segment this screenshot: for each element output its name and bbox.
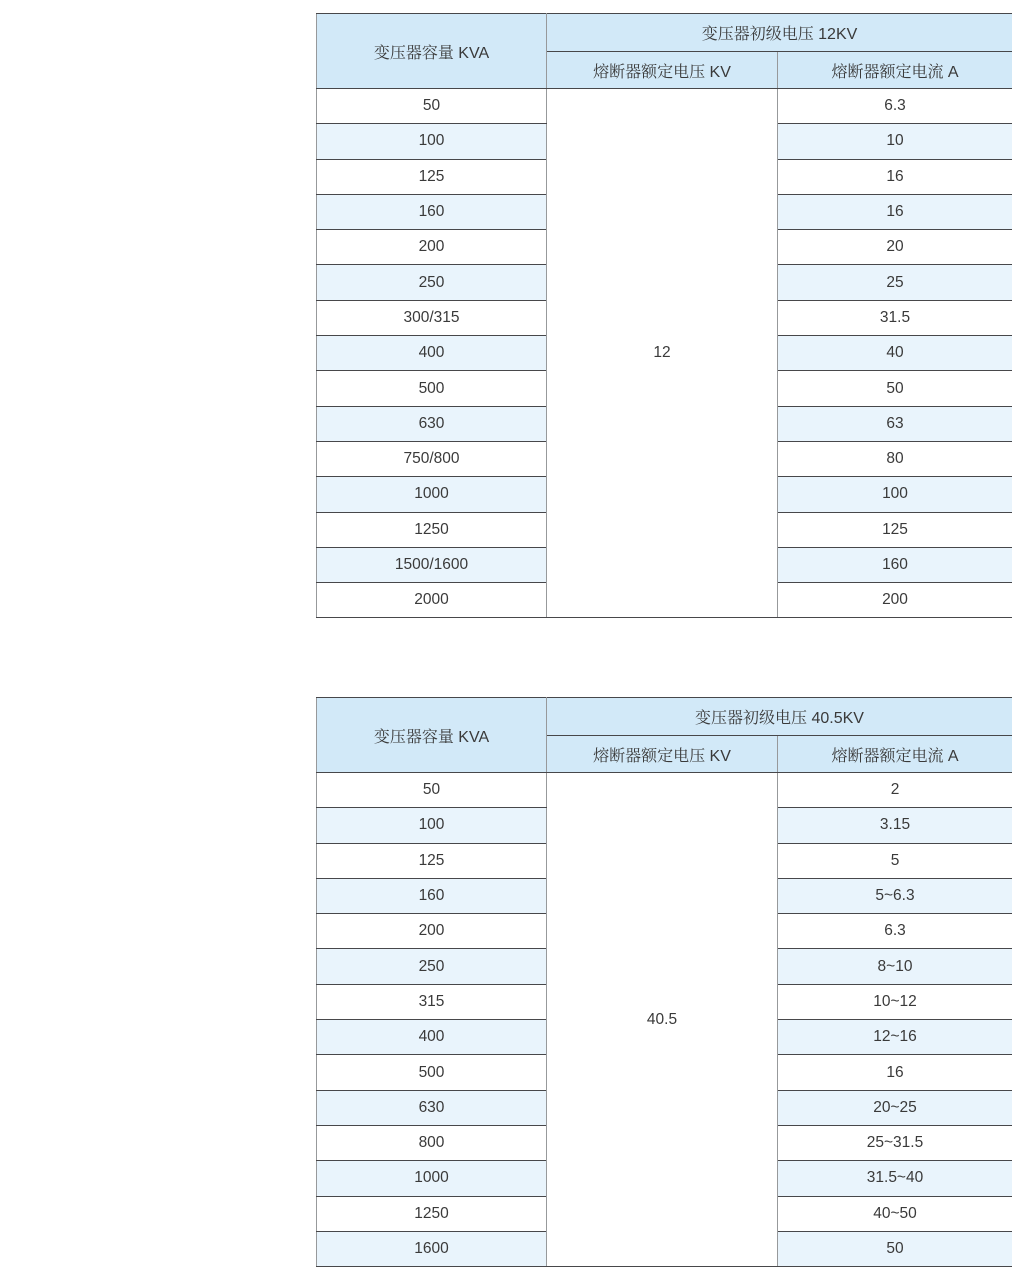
capacity-cell: 1250 xyxy=(317,512,547,547)
capacity-cell: 50 xyxy=(317,773,547,808)
current-cell: 5~6.3 xyxy=(778,878,1012,913)
capacity-cell: 750/800 xyxy=(317,441,547,476)
current-cell: 200 xyxy=(778,583,1012,618)
primary-voltage-group-header: 变压器初级电压 12KV xyxy=(547,14,1012,52)
capacity-cell: 100 xyxy=(317,124,547,159)
capacity-cell: 500 xyxy=(317,371,547,406)
capacity-cell: 1250 xyxy=(317,1196,547,1231)
capacity-cell: 250 xyxy=(317,265,547,300)
fuse-voltage-merged-cell: 40.5 xyxy=(547,773,778,1267)
capacity-cell: 300/315 xyxy=(317,300,547,335)
fuse-rated-current-header: 熔断器额定电流 A xyxy=(778,736,1012,773)
capacity-cell: 1600 xyxy=(317,1231,547,1266)
capacity-cell: 630 xyxy=(317,1090,547,1125)
table-row xyxy=(317,773,1012,808)
capacity-cell: 200 xyxy=(317,914,547,949)
current-cell: 2 xyxy=(778,773,1012,808)
fuse-voltage-merged-cell: 12 xyxy=(547,89,778,618)
table-row xyxy=(317,89,1012,124)
current-cell: 80 xyxy=(778,441,1012,476)
current-cell: 63 xyxy=(778,406,1012,441)
current-cell: 12~16 xyxy=(778,1020,1012,1055)
current-cell: 40~50 xyxy=(778,1196,1012,1231)
capacity-cell: 200 xyxy=(317,230,547,265)
capacity-column-header: 变压器容量 KVA xyxy=(317,14,547,89)
current-cell: 16 xyxy=(778,194,1012,229)
capacity-cell: 630 xyxy=(317,406,547,441)
current-cell: 3.15 xyxy=(778,808,1012,843)
capacity-cell: 125 xyxy=(317,843,547,878)
current-cell: 20~25 xyxy=(778,1090,1012,1125)
header-row-primary xyxy=(317,698,1012,736)
capacity-cell: 100 xyxy=(317,808,547,843)
capacity-cell: 1000 xyxy=(317,477,547,512)
capacity-cell: 400 xyxy=(317,336,547,371)
header-row-primary xyxy=(317,14,1012,52)
current-cell: 5 xyxy=(778,843,1012,878)
table-body xyxy=(317,773,1012,1267)
current-cell: 31.5~40 xyxy=(778,1161,1012,1196)
capacity-cell: 1000 xyxy=(317,1161,547,1196)
current-cell: 160 xyxy=(778,547,1012,582)
fuse-rated-current-header: 熔断器额定电流 A xyxy=(778,52,1012,89)
current-cell: 100 xyxy=(778,477,1012,512)
current-cell: 31.5 xyxy=(778,300,1012,335)
capacity-cell: 500 xyxy=(317,1055,547,1090)
fuse-rated-voltage-header: 熔断器额定电压 KV xyxy=(547,736,778,773)
fuse-table-12kv xyxy=(316,13,1012,618)
capacity-column-header: 变压器容量 KVA xyxy=(317,698,547,773)
current-cell: 16 xyxy=(778,159,1012,194)
current-cell: 16 xyxy=(778,1055,1012,1090)
fuse-rated-voltage-header: 熔断器额定电压 KV xyxy=(547,52,778,89)
capacity-cell: 160 xyxy=(317,878,547,913)
capacity-cell: 160 xyxy=(317,194,547,229)
current-cell: 6.3 xyxy=(778,914,1012,949)
fuse-selection-table xyxy=(316,697,1012,1267)
capacity-cell: 2000 xyxy=(317,583,547,618)
current-cell: 125 xyxy=(778,512,1012,547)
current-cell: 25~31.5 xyxy=(778,1125,1012,1160)
capacity-cell: 1500/1600 xyxy=(317,547,547,582)
capacity-cell: 250 xyxy=(317,949,547,984)
capacity-cell: 800 xyxy=(317,1125,547,1160)
current-cell: 8~10 xyxy=(778,949,1012,984)
capacity-cell: 315 xyxy=(317,984,547,1019)
current-cell: 50 xyxy=(778,1231,1012,1266)
fuse-selection-table xyxy=(316,13,1012,618)
current-cell: 10~12 xyxy=(778,984,1012,1019)
current-cell: 40 xyxy=(778,336,1012,371)
table-body xyxy=(317,89,1012,618)
capacity-cell: 400 xyxy=(317,1020,547,1055)
current-cell: 20 xyxy=(778,230,1012,265)
primary-voltage-group-header: 变压器初级电压 40.5KV xyxy=(547,698,1012,736)
current-cell: 25 xyxy=(778,265,1012,300)
current-cell: 10 xyxy=(778,124,1012,159)
fuse-table-40-5kv xyxy=(316,697,1012,1267)
current-cell: 50 xyxy=(778,371,1012,406)
capacity-cell: 125 xyxy=(317,159,547,194)
capacity-cell: 50 xyxy=(317,89,547,124)
current-cell: 6.3 xyxy=(778,89,1012,124)
